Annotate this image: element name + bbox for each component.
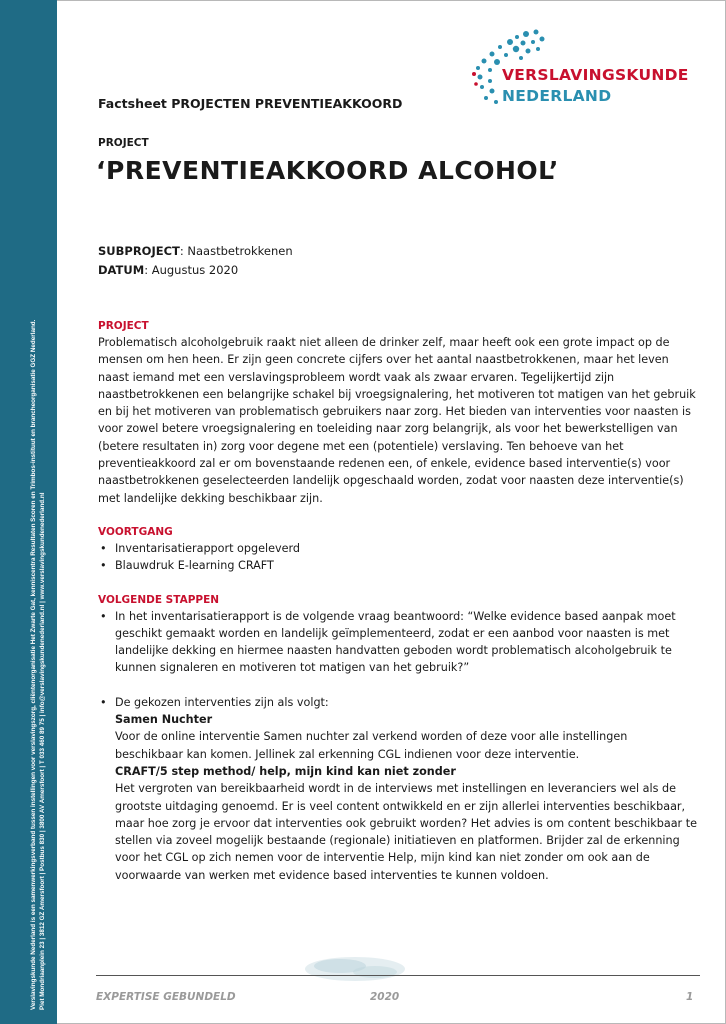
date-value: : Augustus 2020 bbox=[144, 263, 239, 277]
samen-nuchter-text: Voor de online interventie Samen nuchter zal verkend worden of deze voor alle instellingen beschikbaar kan komen. Jellinek zal erkenning CGL indienen voor deze interventie. bbox=[115, 730, 628, 761]
volgende-stappen-list bbox=[98, 608, 698, 884]
footer-divider bbox=[96, 975, 700, 976]
list-item bbox=[98, 694, 698, 884]
subheading-samen-nuchter: Samen Nuchter bbox=[115, 713, 213, 727]
voortgang-list bbox=[98, 540, 698, 575]
watermark-smudge bbox=[300, 952, 410, 986]
subproject-label: SUBPROJECT bbox=[98, 244, 180, 258]
document-body bbox=[98, 318, 698, 884]
section-heading-volgende-stappen: VOLGENDE STAPPEN bbox=[98, 593, 220, 606]
factsheet-title: Factsheet PROJECTEN PREVENTIEAKKOORD bbox=[98, 96, 403, 111]
sidebar-band bbox=[0, 0, 57, 1024]
sidebar-line-2: Piet Mondriaanplein 23 | 3812 GZ Amersfoort | Postbus 830 | 3800 AV Amersfoort | T 033 460 89 75 | info@verslavingskundenederland.nl | www.verslavingskundenederland.nl bbox=[39, 492, 46, 1010]
logo-text-line-1: VERSLAVINGSKUNDE bbox=[502, 66, 689, 84]
subproject-line bbox=[98, 244, 293, 258]
footer-tagline: EXPERTISE GEBUNDELD bbox=[96, 991, 236, 1003]
logo-text-line-2: NEDERLAND bbox=[502, 87, 612, 105]
section-heading-voortgang: VOORTGANG bbox=[98, 525, 173, 538]
list-item-intro: • De gekozen interventies zijn als volgt: bbox=[115, 695, 329, 709]
subproject-value: : Naastbetrokkenen bbox=[179, 244, 293, 258]
list-item: • Inventarisatierapport opgeleverd bbox=[98, 540, 698, 557]
section-heading-project: PROJECT bbox=[98, 320, 149, 332]
project-label: PROJECT bbox=[98, 137, 149, 149]
footer-year: 2020 bbox=[370, 991, 400, 1003]
sidebar-text bbox=[29, 180, 47, 1010]
subheading-craft: CRAFT/5 step method/ help, mijn kind kan niet zonder bbox=[115, 764, 456, 778]
date-label: DATUM bbox=[98, 263, 145, 277]
project-title: ‘PREVENTIEAKKOORD ALCOHOL’ bbox=[96, 156, 559, 185]
list-item: • Blauwdruk E-learning CRAFT bbox=[98, 557, 698, 574]
list-item: • In het inventarisatierapport is de volgende vraag beantwoord: “Welke evidence based aanpak moet geschikt gemaakt worden en landelijk geïmplementeerd, zodat er een aanbod voor naasten is met landelijke dekking en hiermee naasten handvatten geboden wordt problematisch alcoholgebruik te kunnen signaleren en motiveren tot matigen van het gebruik?” bbox=[98, 608, 698, 677]
date-line bbox=[98, 263, 238, 277]
page-number: 1 bbox=[686, 991, 694, 1003]
sidebar-line-1: Verslavingskunde Nederland is een samenwerkingsverband tussen instellingen voor verslavingszorg, cliëntenorganisatie Het Zwarte Gat, kenniscentra Resultaten Scoren en Trimbos-instituut en brancheorganisatie GGZ Nederland. bbox=[30, 319, 37, 1010]
craft-text: Het vergroten van bereikbaarheid wordt in de interviews met instellingen en leveranciers wel als de grootste uitdaging genoemd. Er is veel content ontwikkeld en er zijn allerlei interventies beschikbaar, maar hoe zorg je ervoor dat interventies ook gebruikt worden? Het advies is om content beschikbaar te stellen via zoveel mogelijk bestaande (regionale) initiatieven en platformen. Brijder zal de erkenning voor het CGL op zich nemen voor de interventie Help, mijn kind kan niet zonder om ook aan de voorwaarde van werken met evidence based interventies te kunnen voldoen. bbox=[115, 782, 697, 882]
project-paragraph: Problematisch alcoholgebruik raakt niet alleen de drinker zelf, maar heeft ook een grote impact op de mensen om hen heen. Er zijn geen concrete cijfers over het aantal naastbetrokkenen, maar het leven naast iemand met een verslavingsprobleem wordt vaak als zwaar ervaren. Tegelijkertijd zijn naastbetrokkenen een belangrijke schakel bij vroegsignalering, het motiveren tot matigen van het gebruik en bij het motiveren van problematisch gebruikers naar zorg. Het bieden van interventies voor naasten is voor zowel betere vroegsignalering en toeleiding naar zorg belangrijk, als voor het bewerkstelligen van (betere resultaten in) zorg voor degene met een (potentiele) verslaving. Ten behoeve van het preventieakkoord zal er om bovenstaande redenen een, of enkele, evidence based interventie(s) voor naastbetrokkenen geselecteerden landelijk opgeschaald worden, zodat voor naasten deze interventie(s) met landelijke dekking beschikbaar zijn. bbox=[98, 336, 696, 505]
